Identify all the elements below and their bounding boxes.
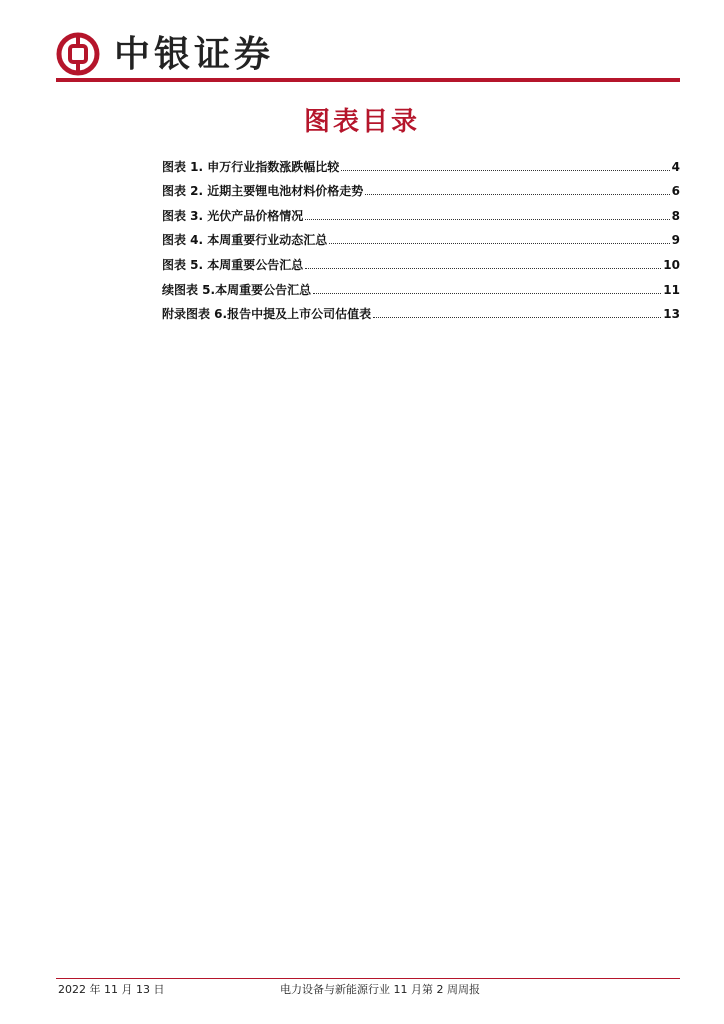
footer-date: 2022 年 11 月 13 日 bbox=[58, 983, 165, 996]
toc-list bbox=[162, 150, 680, 322]
toc-entry-1[interactable] bbox=[162, 150, 680, 175]
toc-leader-dots bbox=[305, 268, 661, 269]
toc-entry-page: 9 bbox=[671, 233, 680, 248]
page-header bbox=[56, 28, 680, 84]
toc-entry-label: 图表 2. 近期主要锂电池材料价格走势 bbox=[162, 184, 364, 199]
toc-title: 图表目录 bbox=[303, 107, 420, 137]
toc-entry-label: 图表 1. 申万行业指数涨跌幅比较 bbox=[162, 159, 340, 174]
toc-entry-2[interactable] bbox=[162, 175, 680, 200]
toc-leader-dots bbox=[373, 317, 661, 318]
toc-entry-label: 附录图表 6.报告中提及上市公司估值表 bbox=[162, 307, 372, 322]
toc-entry-page: 10 bbox=[663, 257, 680, 272]
toc-entry-5[interactable] bbox=[162, 248, 680, 273]
toc-entry-7[interactable] bbox=[162, 298, 680, 323]
toc-entry-4[interactable] bbox=[162, 224, 680, 249]
toc-entry-page: 6 bbox=[671, 184, 680, 199]
toc-entry-label: 续图表 5.本周重要公告汇总 bbox=[162, 282, 312, 297]
toc-entry-page: 11 bbox=[663, 282, 680, 297]
toc-entry-label: 图表 5. 本周重要公告汇总 bbox=[162, 257, 304, 272]
toc-entry-page: 8 bbox=[671, 208, 680, 223]
toc-leader-dots bbox=[329, 243, 669, 244]
toc-leader-dots bbox=[313, 293, 661, 294]
toc-entry-page: 4 bbox=[671, 159, 680, 174]
toc-leader-dots bbox=[305, 219, 669, 220]
footer-divider bbox=[56, 978, 680, 979]
footer-report-title: 电力设备与新能源行业 11 月第 2 周周报 bbox=[280, 983, 480, 996]
bank-of-china-logo-icon bbox=[56, 32, 100, 76]
toc-entry-page: 13 bbox=[663, 307, 680, 322]
toc-entry-6[interactable] bbox=[162, 273, 680, 298]
header-divider bbox=[56, 78, 680, 82]
toc-entry-3[interactable] bbox=[162, 199, 680, 224]
toc-leader-dots bbox=[341, 170, 669, 171]
toc-leader-dots bbox=[365, 194, 669, 195]
toc-entry-label: 图表 4. 本周重要行业动态汇总 bbox=[162, 233, 328, 248]
toc-entry-label: 图表 3. 光伏产品价格情况 bbox=[162, 208, 304, 223]
brand-name: 中银证券 bbox=[114, 33, 275, 75]
